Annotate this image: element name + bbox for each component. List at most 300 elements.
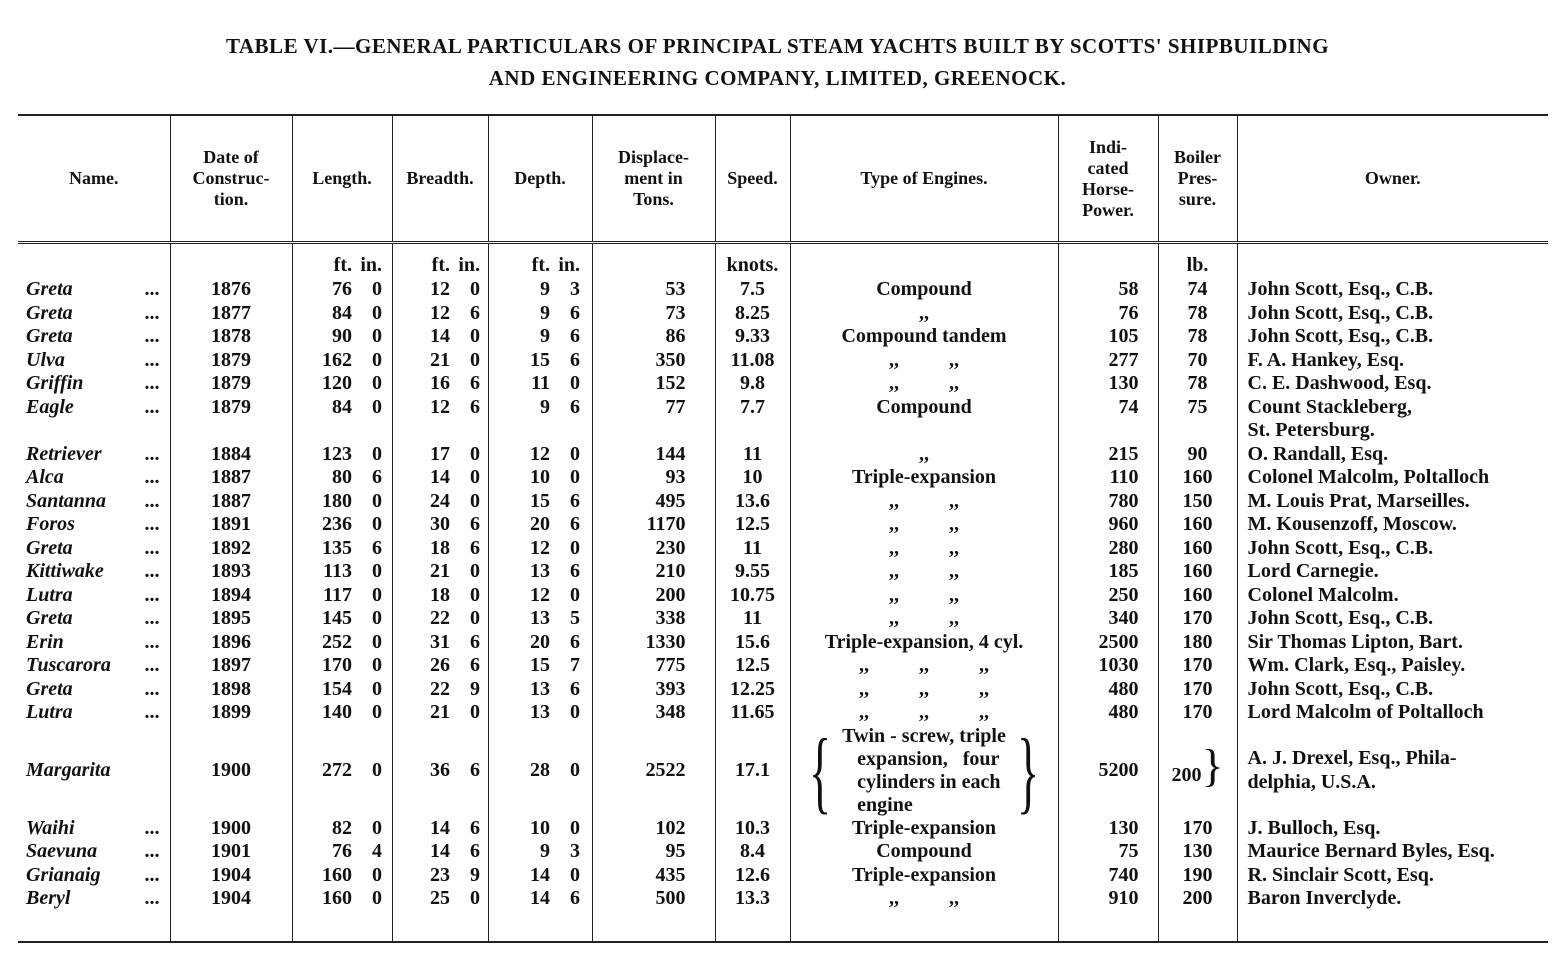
table-row (18, 840, 1548, 864)
speed-cell (715, 887, 790, 942)
speed-cell (715, 607, 790, 631)
depth-in: 6 (570, 560, 580, 582)
breadth-in: 6 (470, 301, 480, 324)
yacht-name: Greta (26, 607, 73, 629)
pressure-cell (1158, 864, 1237, 888)
engine-cell (790, 443, 1058, 467)
date-cell (170, 840, 292, 864)
breadth-in: 6 (470, 395, 480, 418)
displacement: 1330 (645, 630, 686, 653)
depth-cell (488, 302, 592, 326)
displacement: 93 (665, 466, 686, 488)
speed: 15.6 (735, 630, 770, 653)
table-row (18, 654, 1548, 678)
depth-ft: 15 (530, 654, 550, 676)
depth-cell (488, 443, 592, 467)
speed: 7.5 (740, 278, 765, 300)
table-row (18, 490, 1548, 514)
unit-ft: ft. (431, 254, 450, 276)
engine-type: ,, ,, (889, 536, 959, 559)
year: 1891 (211, 513, 251, 535)
engine-type: ,, ,, (889, 583, 959, 606)
depth-ft: 14 (530, 863, 550, 886)
speed: 11.08 (730, 348, 775, 371)
table-row (18, 607, 1548, 631)
depth-cell (488, 678, 592, 702)
owner: C. E. Dashwood, Esq. (1247, 372, 1432, 394)
length-in: 4 (372, 840, 382, 862)
speed: 13.3 (735, 887, 770, 909)
column-header-speed: Speed. (715, 115, 790, 243)
units-cell-0 (18, 243, 170, 279)
depth-cell (488, 584, 592, 608)
leader-dots: ... (144, 536, 160, 559)
horse-power-cell (1058, 396, 1158, 443)
pressure-cell (1158, 887, 1237, 942)
name-cell (18, 349, 170, 373)
breadth-cell (392, 396, 488, 443)
length-in: 0 (372, 301, 382, 324)
table-row (18, 466, 1548, 490)
depth-in: 0 (570, 701, 580, 723)
depth-ft: 10 (530, 466, 550, 488)
depth-ft: 11 (531, 372, 550, 394)
breadth-ft: 18 (430, 583, 450, 606)
yacht-name: Beryl (26, 887, 71, 909)
depth-cell (488, 631, 592, 655)
boiler-pressure: 75 (1187, 395, 1208, 418)
engine-cell (790, 560, 1058, 584)
length-cell (292, 325, 392, 349)
speed: 12.5 (735, 513, 770, 535)
breadth-ft: 16 (430, 372, 450, 394)
owner-cell (1237, 584, 1548, 608)
yacht-name: Griffin (26, 372, 84, 394)
breadth-in: 0 (470, 442, 480, 465)
breadth-in: 6 (470, 513, 480, 535)
length-in: 0 (372, 630, 382, 653)
date-cell (170, 396, 292, 443)
engine-type: ,, (919, 301, 929, 324)
year: 1887 (211, 466, 251, 488)
length-in: 0 (372, 442, 382, 465)
horse-power-cell (1058, 701, 1158, 725)
leader-dots: ... (144, 583, 160, 606)
displacement: 200 (655, 583, 686, 606)
depth-ft: 12 (530, 442, 550, 465)
boiler-pressure: 74 (1187, 278, 1208, 300)
length-ft: 76 (332, 840, 352, 862)
depth-in: 5 (570, 607, 580, 629)
date-cell (170, 607, 292, 631)
engine-cell (790, 513, 1058, 537)
length-ft: 123 (322, 442, 352, 465)
name-cell (18, 654, 170, 678)
length-cell (292, 631, 392, 655)
displacement-cell (592, 325, 715, 349)
breadth-ft: 12 (430, 395, 450, 418)
engine-cell (790, 654, 1058, 678)
owner-cell (1237, 537, 1548, 561)
table-row (18, 725, 1548, 817)
breadth-in: 6 (470, 630, 480, 653)
name-cell (18, 302, 170, 326)
depth-in: 0 (570, 536, 580, 559)
boiler-pressure: 150 (1182, 489, 1213, 512)
length-ft: 76 (332, 278, 352, 300)
table-row (18, 560, 1548, 584)
depth-ft: 20 (530, 513, 550, 535)
length-ft: 117 (323, 583, 352, 606)
owner: John Scott, Esq., C.B. (1247, 677, 1434, 700)
horse-power: 110 (1109, 466, 1139, 488)
length-in: 0 (372, 677, 382, 700)
yacht-name: Tuscarora (26, 654, 111, 676)
engine-cell (790, 490, 1058, 514)
breadth-cell (392, 701, 488, 725)
year: 1901 (211, 840, 251, 862)
length-cell (292, 864, 392, 888)
table-row (18, 372, 1548, 396)
date-cell (170, 864, 292, 888)
name-cell (18, 725, 170, 817)
horse-power-cell (1058, 302, 1158, 326)
owner: Lord Malcolm of Poltalloch (1247, 701, 1484, 723)
table-title (0, 30, 1555, 94)
boiler-pressure: 160 (1182, 536, 1213, 559)
depth-cell (488, 560, 592, 584)
boiler-pressure: 160 (1182, 513, 1213, 535)
year: 1896 (211, 630, 251, 653)
speed-cell (715, 560, 790, 584)
owner-cell (1237, 654, 1548, 678)
speed: 10.75 (730, 583, 775, 606)
year: 1899 (211, 701, 251, 723)
horse-power: 75 (1118, 840, 1139, 862)
breadth-in: 0 (470, 489, 480, 512)
right-brace: } (1016, 719, 1039, 822)
horse-power: 58 (1118, 278, 1139, 300)
name-cell (18, 325, 170, 349)
breadth-cell (392, 443, 488, 467)
displacement-cell (592, 372, 715, 396)
table-row (18, 349, 1548, 373)
breadth-cell (392, 678, 488, 702)
breadth-cell (392, 817, 488, 841)
leader-dots: ... (144, 840, 160, 862)
year: 1904 (211, 863, 251, 886)
speed-cell (715, 817, 790, 841)
speed-cell (715, 725, 790, 817)
length-in: 0 (372, 583, 382, 606)
engine-cell (790, 840, 1058, 864)
depth-in: 6 (570, 677, 580, 700)
boiler-pressure: 70 (1187, 348, 1208, 371)
depth-ft: 13 (530, 607, 550, 629)
name-cell (18, 631, 170, 655)
speed-cell (715, 864, 790, 888)
displacement-cell (592, 701, 715, 725)
boiler-pressure: 170 (1182, 607, 1213, 629)
date-cell (170, 631, 292, 655)
breadth-ft: 14 (430, 466, 450, 488)
owner: F. A. Hankey, Esq. (1247, 348, 1405, 371)
length-in: 0 (372, 278, 382, 300)
engine-cell (790, 349, 1058, 373)
owner: Colonel Malcolm. (1247, 583, 1399, 606)
length-in: 0 (372, 348, 382, 371)
breadth-cell (392, 631, 488, 655)
name-cell (18, 678, 170, 702)
horse-power: 130 (1108, 372, 1139, 394)
displacement: 77 (665, 395, 686, 418)
horse-power: 130 (1108, 816, 1139, 839)
breadth-cell (392, 278, 488, 302)
yacht-name: Eagle (26, 395, 74, 418)
pressure-cell (1158, 302, 1237, 326)
breadth-in: 0 (470, 701, 480, 723)
length-ft: 160 (322, 887, 352, 909)
leader-dots: ... (144, 372, 160, 394)
pressure-cell (1158, 372, 1237, 396)
speed: 12.25 (730, 677, 775, 700)
length-cell (292, 725, 392, 817)
date-cell (170, 560, 292, 584)
yacht-name: Waihi (26, 816, 75, 839)
owner: M. Kousenzoff, Moscow. (1247, 513, 1457, 535)
breadth-ft: 21 (430, 701, 450, 723)
breadth-cell (392, 840, 488, 864)
column-header-breadth: Breadth. (392, 115, 488, 243)
length-in: 0 (372, 887, 382, 909)
length-cell (292, 537, 392, 561)
owner: John Scott, Esq., C.B. (1247, 607, 1434, 629)
name-cell (18, 396, 170, 443)
engine-type: Compound (876, 840, 972, 862)
owner-cell (1237, 372, 1548, 396)
speed-cell (715, 701, 790, 725)
horse-power: 5200 (1098, 758, 1139, 781)
length-in: 0 (372, 758, 382, 781)
breadth-cell (392, 349, 488, 373)
boiler-pressure: 160 (1182, 466, 1213, 488)
yacht-name: Alca (26, 466, 64, 488)
leader-dots: ... (144, 466, 160, 488)
engine-cell (790, 631, 1058, 655)
length-ft: 84 (332, 301, 352, 324)
length-cell (292, 372, 392, 396)
engine-type: Triple-expansion (851, 466, 997, 488)
leader-dots: ... (144, 816, 160, 839)
owner-cell (1237, 490, 1548, 514)
owner-cell (1237, 325, 1548, 349)
boiler-pressure: 130 (1182, 840, 1213, 862)
depth-ft: 13 (530, 560, 550, 582)
units-row (18, 243, 1548, 279)
engine-type: ,, ,, (889, 489, 959, 512)
owner: Count Stackleberg, St. Petersburg. (1247, 395, 1412, 441)
breadth-cell (392, 372, 488, 396)
engine-type: ,, ,, (889, 372, 959, 394)
owner-cell (1237, 349, 1548, 373)
depth-ft: 9 (540, 395, 550, 418)
boiler-pressure: 200 (1171, 763, 1202, 786)
owner: John Scott, Esq., C.B. (1247, 536, 1434, 559)
leader-dots: ... (144, 348, 160, 371)
displacement: 495 (655, 489, 686, 512)
units-cell-7 (790, 243, 1058, 279)
depth-in: 6 (570, 348, 580, 371)
table-row (18, 443, 1548, 467)
boiler-pressure: 160 (1182, 560, 1213, 582)
table-row (18, 325, 1548, 349)
owner: Wm. Clark, Esq., Paisley. (1247, 654, 1466, 676)
depth-in: 0 (570, 372, 580, 394)
horse-power: 185 (1108, 560, 1139, 582)
unit-lb: lb. (1186, 254, 1209, 276)
breadth-cell (392, 560, 488, 584)
breadth-cell (392, 725, 488, 817)
year: 1877 (211, 301, 251, 324)
name-cell (18, 817, 170, 841)
unit-pressure (1158, 243, 1237, 279)
owner-cell (1237, 725, 1548, 817)
length-cell (292, 701, 392, 725)
owner-cell (1237, 607, 1548, 631)
pressure-cell (1158, 490, 1237, 514)
depth-ft: 13 (530, 677, 550, 700)
speed: 12.5 (735, 654, 770, 676)
depth-in: 0 (570, 863, 580, 886)
depth-cell (488, 864, 592, 888)
horse-power-cell (1058, 584, 1158, 608)
table-title-line-2: AND ENGINEERING COMPANY, LIMITED, GREENOCK. (488, 66, 1067, 90)
year: 1876 (211, 278, 251, 300)
length-cell (292, 607, 392, 631)
engine-type: ,, ,, ,, (859, 654, 989, 676)
breadth-cell (392, 325, 488, 349)
owner-cell (1237, 302, 1548, 326)
column-header-name: Name. (18, 115, 170, 243)
owner: John Scott, Esq., C.B. (1247, 325, 1434, 347)
boiler-pressure: 170 (1182, 816, 1213, 839)
engine-cell (790, 278, 1058, 302)
name-cell (18, 701, 170, 725)
depth-in: 7 (570, 654, 580, 676)
displacement-cell (592, 607, 715, 631)
date-cell (170, 278, 292, 302)
breadth-cell (392, 607, 488, 631)
table-row (18, 396, 1548, 443)
year: 1900 (211, 816, 251, 839)
breadth-in: 0 (470, 325, 480, 347)
year: 1895 (211, 607, 251, 629)
date-cell (170, 725, 292, 817)
table-row (18, 817, 1548, 841)
table-row (18, 513, 1548, 537)
breadth-in: 0 (470, 348, 480, 371)
boiler-pressure: 90 (1187, 442, 1208, 465)
breadth-in: 6 (470, 816, 480, 839)
yacht-name: Retriever (26, 442, 102, 465)
horse-power-cell (1058, 513, 1158, 537)
speed-cell (715, 278, 790, 302)
speed-cell (715, 349, 790, 373)
owner-cell (1237, 701, 1548, 725)
engine-cell (790, 678, 1058, 702)
name-cell (18, 584, 170, 608)
boiler-pressure: 190 (1182, 863, 1213, 886)
pressure-cell (1158, 466, 1237, 490)
engine-type: Twin - screw, triple expansion, four cylinders in each engine (842, 724, 1006, 816)
name-cell (18, 607, 170, 631)
name-cell (18, 840, 170, 864)
depth-cell (488, 396, 592, 443)
depth-cell (488, 887, 592, 942)
year: 1879 (211, 395, 251, 418)
horse-power-cell (1058, 817, 1158, 841)
engine-cell (790, 584, 1058, 608)
depth-in: 3 (570, 278, 580, 300)
displacement: 435 (655, 863, 686, 886)
pressure-cell (1158, 584, 1237, 608)
pressure-cell (1158, 840, 1237, 864)
speed: 9.8 (740, 372, 765, 394)
name-cell (18, 372, 170, 396)
column-header-date: Date of Construc- tion. (170, 115, 292, 243)
date-cell (170, 302, 292, 326)
leader-dots: ... (144, 654, 160, 676)
depth-ft: 9 (540, 301, 550, 324)
units-cell-5 (592, 243, 715, 279)
owner: Baron Inverclyde. (1247, 887, 1402, 909)
length-in: 0 (372, 395, 382, 418)
length-ft: 135 (322, 536, 352, 559)
displacement-cell (592, 443, 715, 467)
engine-cell (790, 372, 1058, 396)
horse-power-cell (1058, 887, 1158, 942)
horse-power-cell (1058, 490, 1158, 514)
length-ft: 145 (322, 607, 352, 629)
owner: John Scott, Esq., C.B. (1247, 278, 1434, 300)
depth-cell (488, 725, 592, 817)
leader-dots: ... (144, 677, 160, 700)
breadth-cell (392, 654, 488, 678)
length-in: 0 (372, 816, 382, 839)
unit-ft: ft. (531, 254, 550, 276)
depth-in: 3 (570, 840, 580, 862)
depth-cell (488, 278, 592, 302)
depth-ft: 20 (530, 630, 550, 653)
displacement: 350 (655, 348, 686, 371)
length-cell (292, 584, 392, 608)
displacement: 338 (655, 607, 686, 629)
engine-cell (790, 719, 1058, 822)
engine-type: ,, ,, ,, (859, 677, 989, 700)
engine-cell (790, 864, 1058, 888)
speed-cell (715, 466, 790, 490)
length-cell (292, 513, 392, 537)
breadth-ft: 14 (430, 325, 450, 347)
speed-cell (715, 443, 790, 467)
breadth-ft: 24 (430, 489, 450, 512)
breadth-ft: 14 (430, 816, 450, 839)
leader-dots: ... (144, 887, 160, 909)
speed-cell (715, 654, 790, 678)
length-cell (292, 278, 392, 302)
breadth-ft: 18 (430, 536, 450, 559)
year: 1898 (211, 677, 251, 700)
